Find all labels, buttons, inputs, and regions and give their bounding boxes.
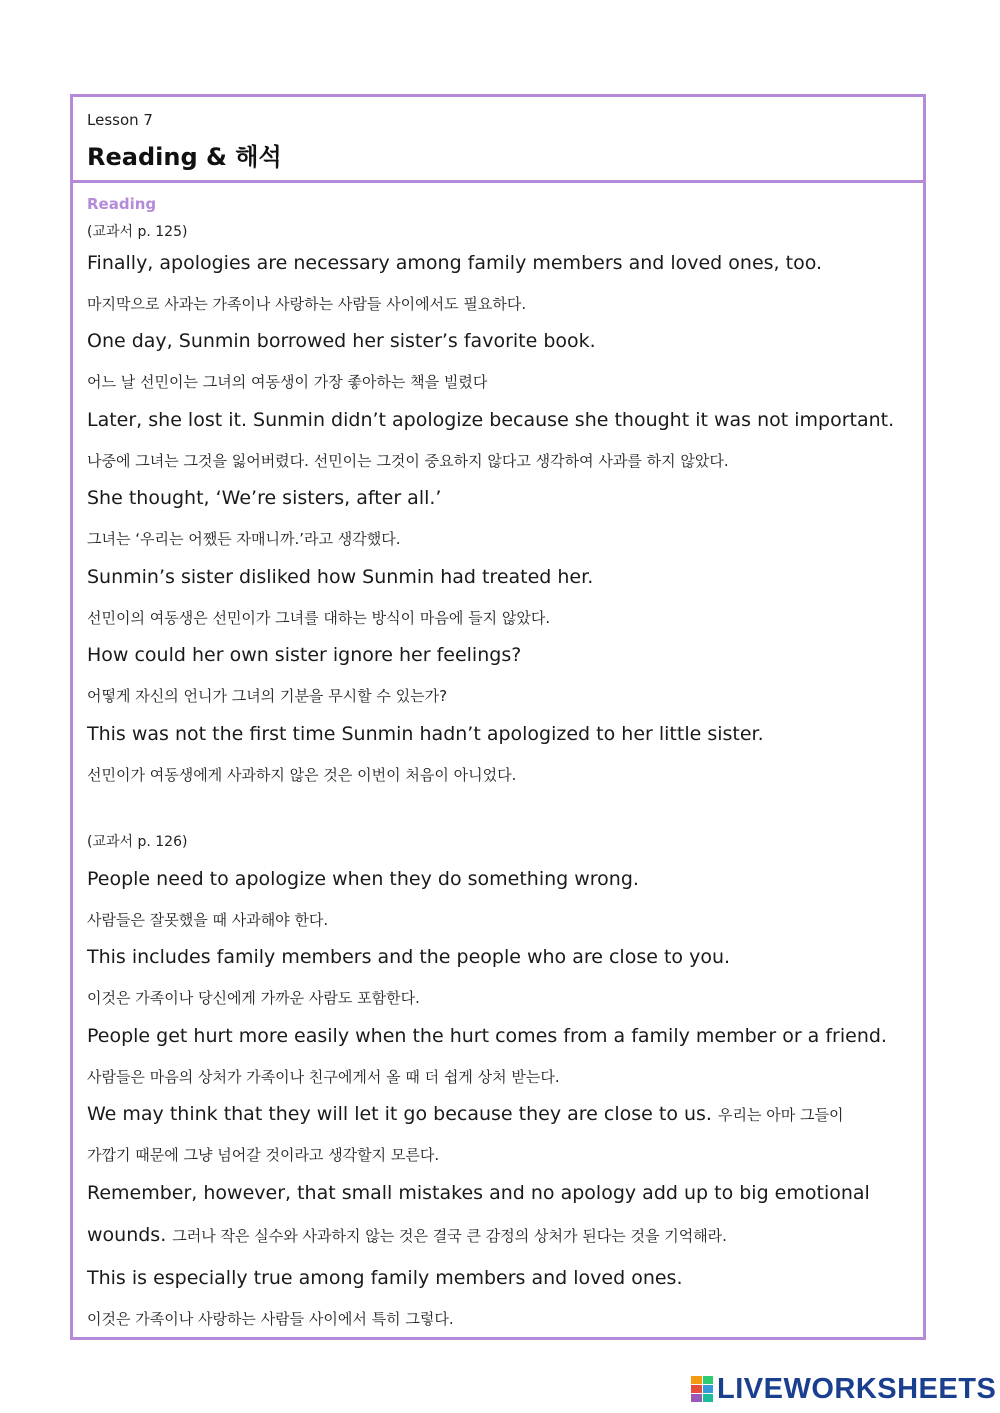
english-sentence: How could her own sister ignore her feelings? [87,644,522,666]
english-sentence: Finally, apologies are necessary among family members and loved ones, too. [87,252,823,274]
korean-translation: 사람들은 마음의 상처가 가족이나 친구에게서 올 때 더 쉽게 상처 받는다. [87,1068,560,1086]
english-sentence: This includes family members and the people who are close to you. [87,946,731,968]
korean-translation: 이것은 가족이나 사랑하는 사람들 사이에서 특히 그렇다. [87,1310,454,1328]
english-sentence: One day, Sunmin borrowed her sister’s favorite book. [87,330,596,352]
logo-text: LIVEWORKSHEETS [717,1372,997,1405]
korean-translation: 사람들은 잘못했을 때 사과해야 한다. [87,911,329,929]
korean-translation-inline: 우리는 아마 그들이 [718,1106,844,1124]
english-sentence: This is especially true among family members and loved ones. [87,1267,683,1289]
korean-translation: 선민이가 여동생에게 사과하지 않은 것은 이번이 처음이 아니었다. [87,766,517,784]
english-sentence: She thought, ‘We’re sisters, after all.’ [87,487,442,509]
page-title: Reading & 해석 [87,143,282,171]
logo-badge-icon [691,1376,713,1402]
korean-translation: 나중에 그녀는 그것을 잃어버렸다. 선민이는 그것이 중요하지 않다고 생각하여 사과를 하지 않았다. [87,452,729,470]
korean-translation: 그녀는 ‘우리는 어쨌든 자매니까.’라고 생각했다. [87,530,401,548]
english-sentence: wounds. [87,1224,167,1246]
lesson-number: Lesson 7 [87,111,153,129]
english-sentence: Later, she lost it. Sunmin didn’t apologize because she thought it was not important. [87,409,895,431]
korean-translation: 어떻게 자신의 언니가 그녀의 기분을 무시할 수 있는가? [87,687,448,705]
korean-translation: 가깝기 때문에 그냥 넘어갈 것이라고 생각할지 모른다. [87,1146,440,1164]
english-sentence: We may think that they will let it go because they are close to us. [87,1103,712,1125]
korean-translation: 이것은 가족이나 당신에게 가까운 사람도 포함한다. [87,989,420,1007]
liveworksheets-logo [691,1373,996,1405]
korean-translation-inline: 그러나 작은 실수와 사과하지 않는 것은 결국 큰 감정의 상처가 된다는 것을 기억해라. [172,1227,727,1245]
korean-translation: 어느 날 선민이는 그녀의 여동생이 가장 좋아하는 책을 빌렸다 [87,373,488,391]
english-sentence: People get hurt more easily when the hurt comes from a family member or a friend. [87,1025,887,1047]
english-sentence: People need to apologize when they do something wrong. [87,868,639,890]
english-sentence: This was not the first time Sunmin hadn’t apologized to her little sister. [87,723,764,745]
korean-translation: 선민이의 여동생은 선민이가 그녀를 대하는 방식이 마음에 들지 않았다. [87,609,551,627]
section-label: Reading [87,195,157,213]
textbook-reference: (교과서 p. 126) [87,834,188,850]
textbook-reference: (교과서 p. 125) [87,224,188,240]
mixed-sentence [87,1103,911,1125]
english-sentence: Sunmin’s sister disliked how Sunmin had treated her. [87,566,594,588]
mixed-sentence [87,1224,911,1246]
english-sentence: Remember, however, that small mistakes and no apology add up to big emotional [87,1182,870,1204]
korean-translation: 마지막으로 사과는 가족이나 사랑하는 사람들 사이에서도 필요하다. [87,295,527,313]
worksheet-frame [70,94,926,1340]
worksheet-header [73,97,923,183]
